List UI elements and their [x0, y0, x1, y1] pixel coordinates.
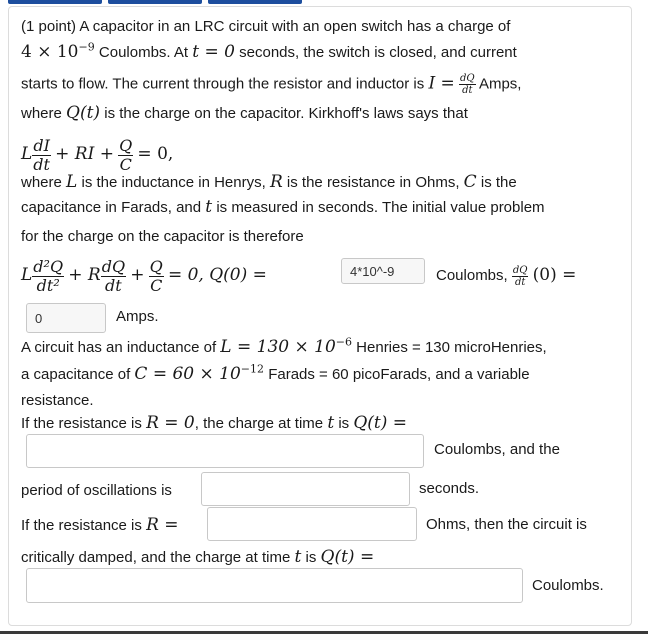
definition-capacitance-text: capacitance in Farads, and — [21, 199, 202, 216]
problem-line-3 — [21, 73, 521, 96]
top-tab-bar-right — [208, 0, 302, 4]
circuit-line-1 — [21, 337, 547, 358]
math-t-q1: t — [327, 413, 335, 433]
math-L-inline: L — [66, 172, 78, 192]
intro-text-2: Coulombs. At — [98, 44, 189, 61]
definition-R-text: is the resistance in Ohms, — [286, 174, 460, 191]
math-I-equals: I = — [428, 73, 455, 94]
ivp-equation-tail — [436, 250, 576, 300]
circuit-line-2 — [21, 364, 530, 385]
math-C-inline: C — [463, 172, 477, 192]
circuit-text-5: resistance. — [21, 392, 94, 409]
circuit-text-3: a capacitance of — [21, 366, 131, 383]
amps-comma-text: Amps, — [478, 75, 522, 93]
question-1-text-b: , the charge at time — [194, 415, 324, 432]
question-2-text: If the resistance is — [21, 517, 142, 534]
math-plus-RI-plus: + RI + — [55, 144, 114, 164]
math-d2Q-dt2-fraction: $\frac{\text{d²Q}}{\text{dt²}}$ — [33, 256, 64, 295]
definition-L-text: is the inductance in Henrys, — [81, 174, 266, 191]
math-L-value: $L = 130 \times 10^{-6}$ — [220, 335, 352, 357]
math-Q-of-t-equals-q3: Q(t) = — [320, 547, 375, 567]
ohms-label — [426, 515, 587, 535]
amps-label — [116, 307, 159, 327]
question-1-text: If the resistance is — [21, 415, 142, 432]
math-dQ-dt-small-fraction: $\frac{dQ}{dt}$ — [512, 264, 528, 288]
points-label: (1 point) — [21, 18, 77, 35]
kirchhoff-equation — [21, 131, 173, 177]
seconds-text: seconds. — [419, 480, 480, 497]
math-L-ivp: L — [21, 265, 33, 285]
math-R-equals: R = — [146, 515, 179, 535]
math-R-inline: R — [269, 172, 283, 192]
ivp-equation — [21, 250, 267, 300]
seconds-label — [419, 479, 479, 499]
question-3-text: critically damped, and the charge at time — [21, 549, 291, 566]
math-L: L — [21, 144, 33, 164]
question-1-line — [21, 413, 407, 434]
math-t-equals-zero: t = 0 — [192, 42, 235, 62]
math-t-q3: t — [294, 547, 302, 567]
definition-C-text: is the — [480, 174, 517, 191]
coulombs-comma-text: Coulombs, — [436, 267, 508, 284]
problem-line-2 — [21, 42, 517, 63]
amps-text: Amps. — [116, 308, 159, 325]
intro-text-3: seconds, the switch is closed, and current — [239, 44, 517, 61]
circuit-line-3 — [21, 391, 94, 411]
critical-resistance-input[interactable] — [207, 507, 417, 541]
intro-text-1: A capacitor in an LRC circuit with an open switch has a charge of — [79, 18, 511, 35]
definitions-line-2 — [21, 197, 545, 218]
math-charge-value: $4 \times 10^{-9}$ — [21, 40, 95, 62]
question-2-line — [21, 515, 179, 536]
intro-text-6: is the charge on the capacitor. Kirkhoff's laws says that — [104, 105, 468, 122]
circuit-text-2: Henries = 130 microHenries, — [356, 339, 547, 356]
math-t-inline: t — [205, 197, 213, 217]
top-tab-bar-left — [8, 0, 102, 4]
coulombs-and-the-text: Coulombs, and the — [434, 441, 560, 458]
math-dQ-dt-fraction: $\frac{dQ}{dt}$ — [459, 73, 475, 96]
definitions-line-3 — [21, 227, 304, 247]
coulombs-label — [532, 576, 604, 596]
math-Q-of-t: Q(t) — [66, 103, 101, 123]
critical-charge-input[interactable] — [26, 568, 523, 603]
initial-current-value: 0 — [35, 310, 43, 326]
bottom-divider — [0, 631, 648, 634]
initial-current-input[interactable] — [26, 303, 106, 333]
math-Q-over-C-fraction: $\frac{Q}{C}$ — [119, 135, 133, 174]
period-text: period of oscillations is — [21, 482, 172, 499]
math-R-equals-zero: R = 0 — [146, 413, 195, 433]
math-plus-R: + R — [68, 265, 101, 285]
math-equals-zero-Q0: = 0, Q(0) = — [167, 265, 267, 285]
where-text: where — [21, 174, 62, 191]
definition-t-text: is measured in seconds. The initial value problem — [216, 199, 545, 216]
coulombs-text: Coulombs. — [532, 577, 604, 594]
intro-text-4: starts to flow. The current through the resistor and inductor is — [21, 75, 425, 93]
initial-charge-value: 4*10^-9 — [350, 263, 395, 279]
math-C-value: $C = 60 \times 10^{-12}$ — [134, 362, 265, 384]
period-label — [21, 481, 172, 501]
undamped-charge-input[interactable] — [26, 434, 424, 468]
question-3-line — [21, 547, 374, 568]
ohms-text: Ohms, then the circuit is — [426, 516, 587, 533]
math-Q-of-t-equals-q1: Q(t) = — [353, 413, 408, 433]
math-equals-zero: = 0, — [137, 144, 174, 164]
question-3-text-b: is — [305, 549, 317, 566]
circuit-text-4: Farads = 60 picoFarads, and a variable — [268, 366, 530, 383]
initial-charge-input[interactable] — [341, 258, 425, 284]
coulombs-and-the-label — [434, 440, 560, 460]
question-1-text-c: is — [338, 415, 350, 432]
definition-ivp-text: for the charge on the capacitor is therefore — [21, 228, 304, 245]
circuit-text-1: A circuit has an inductance of — [21, 339, 217, 356]
period-input[interactable] — [201, 472, 410, 506]
problem-line-4 — [21, 103, 468, 124]
intro-text-5: where — [21, 105, 62, 122]
math-Qprime-zero: (0) = — [532, 265, 577, 285]
top-tab-bar-middle — [108, 0, 202, 4]
math-dQ-dt-ivp-fraction: $\frac{dQ}{dt}$ — [101, 256, 126, 295]
math-dI-dt-fraction: $\frac{dI}{dt}$ — [33, 135, 50, 174]
math-Q-over-C-ivp-fraction: $\frac{Q}{C}$ — [149, 256, 163, 295]
math-plus: + — [130, 265, 145, 285]
problem-line-1 — [21, 17, 510, 37]
definitions-line-1 — [21, 172, 517, 193]
